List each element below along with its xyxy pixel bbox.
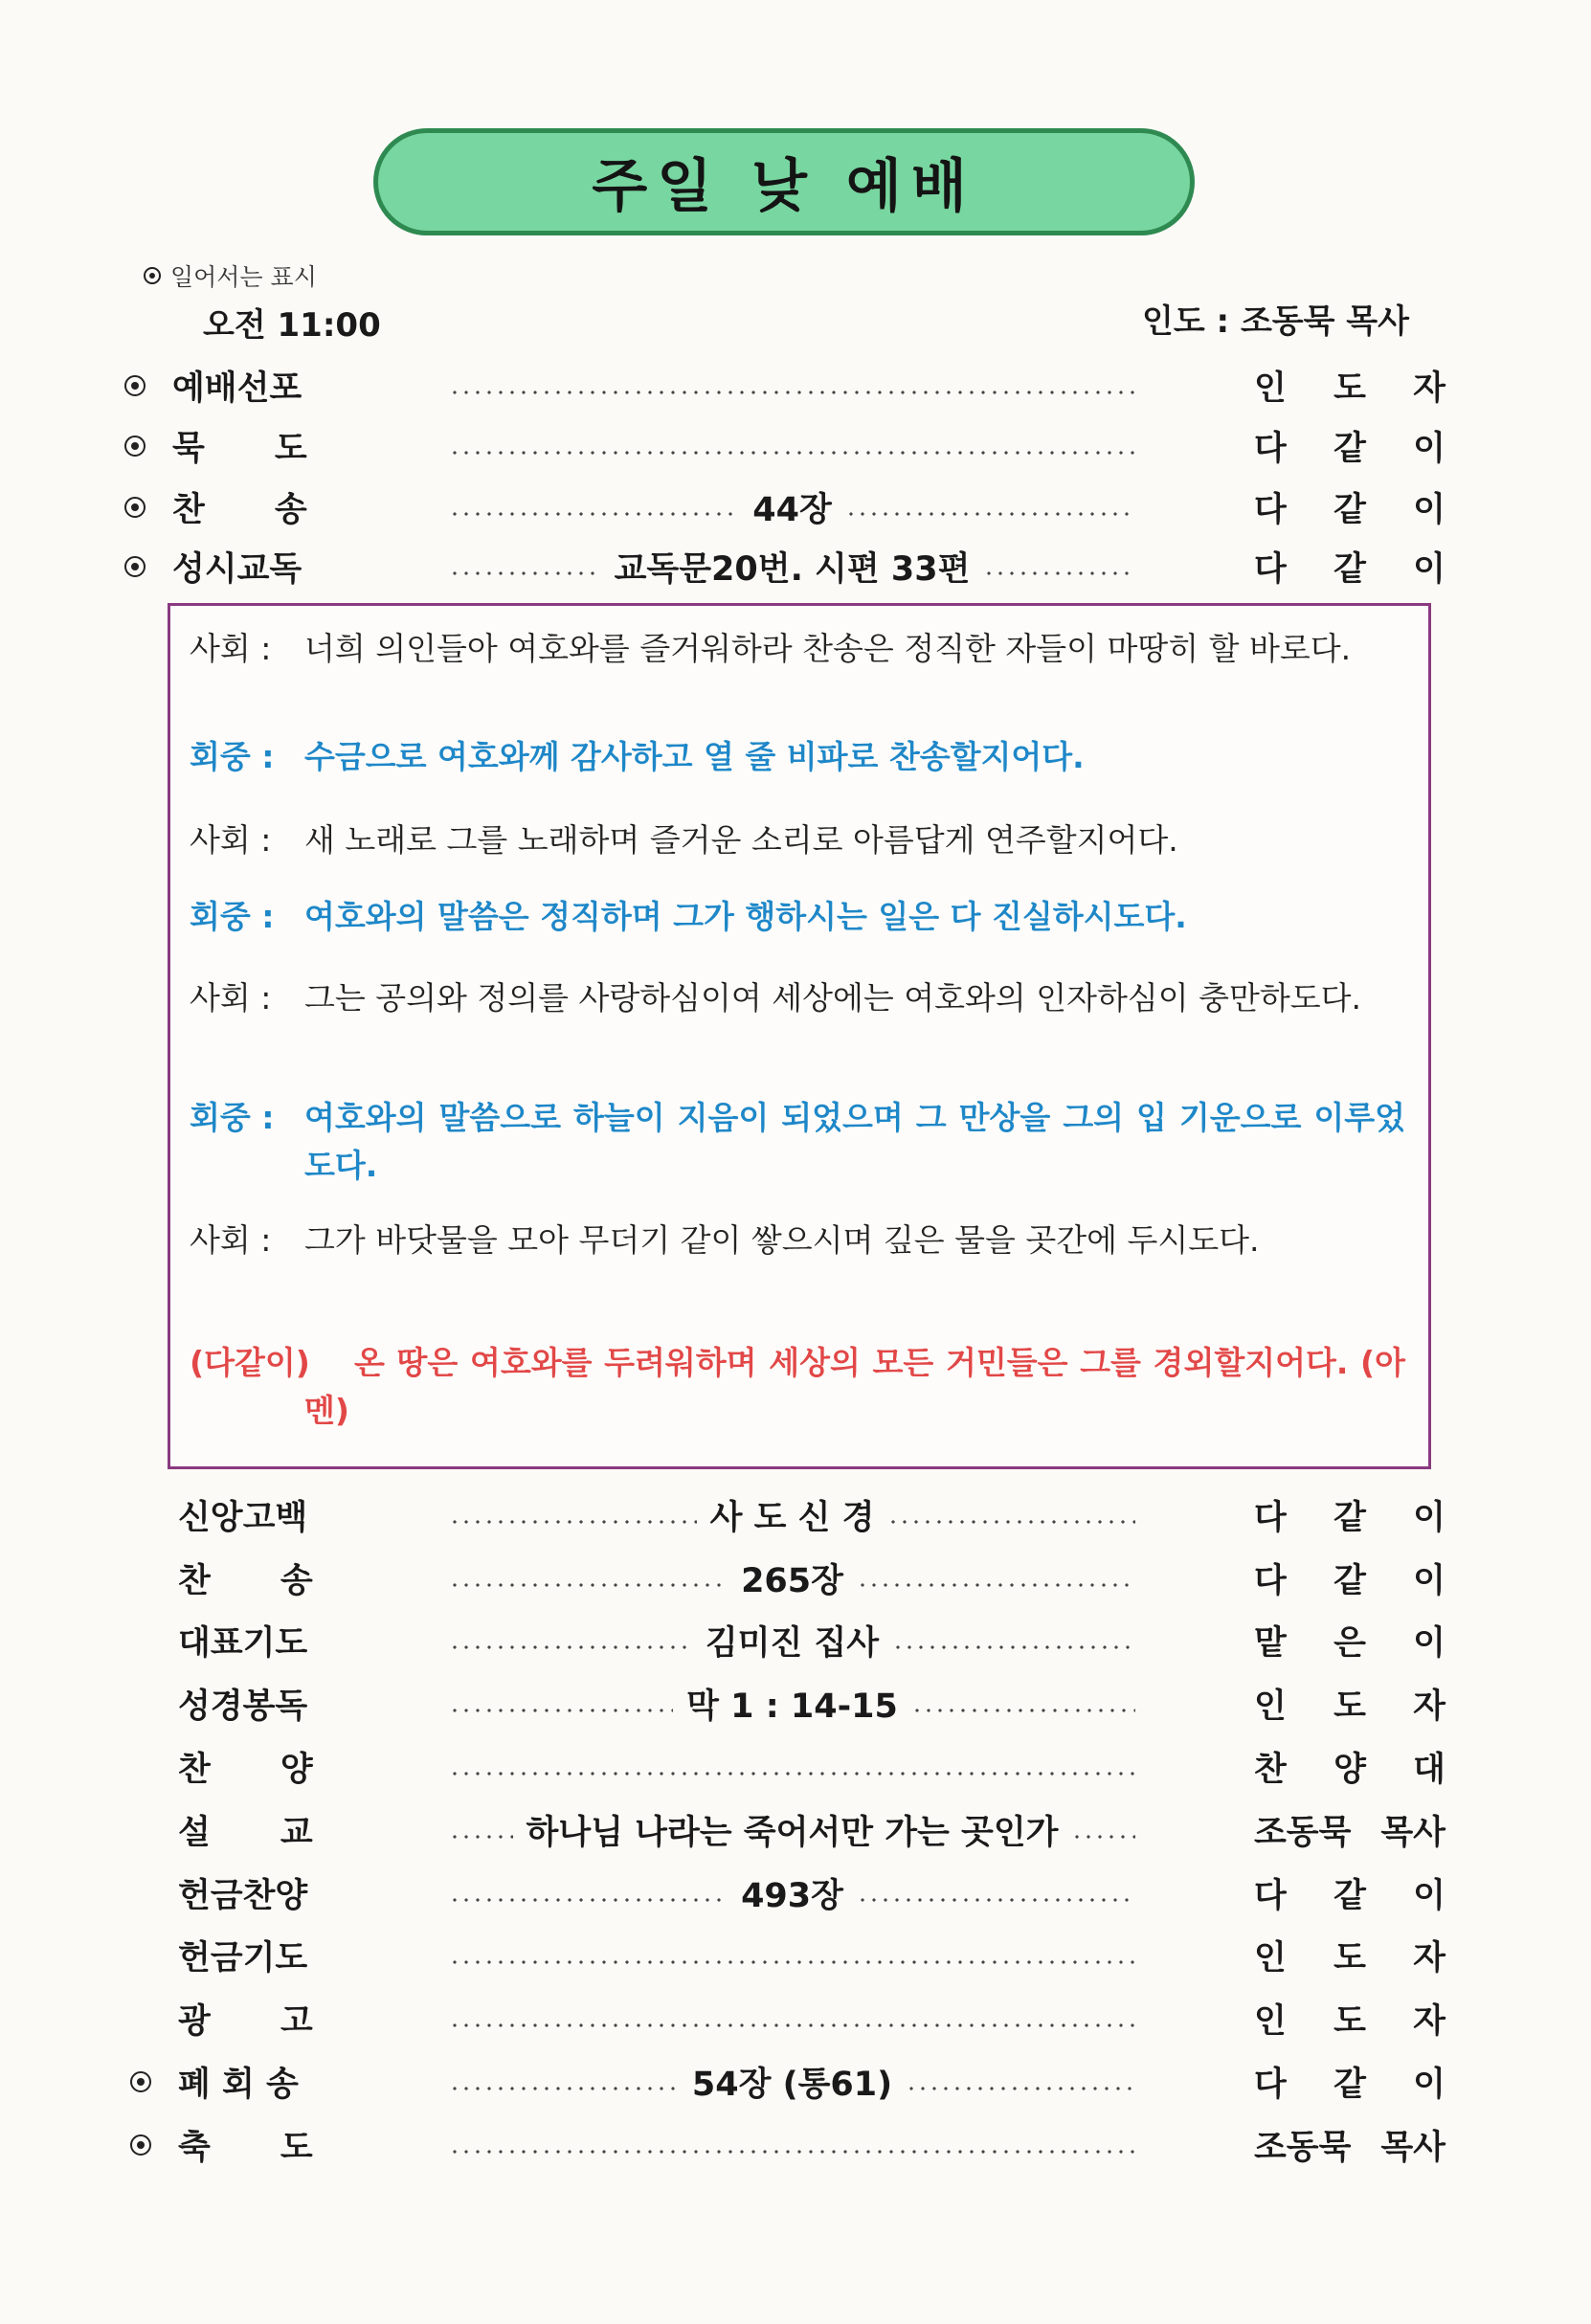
dot-leader [449,2150,1135,2154]
standing-mark-icon [124,556,146,577]
order-row [130,1743,1451,1791]
dot-leader [906,2087,1135,2090]
standing-mark-slot [130,2071,178,2092]
order-label: 찬 송 [172,491,307,529]
reading-speaker: 회중 : [190,738,275,775]
order-leader-dots [436,1617,1149,1665]
dot-leader [887,1520,1135,1524]
standing-legend [144,258,317,293]
dot-leader [857,1583,1135,1587]
order-label: 묵 도 [172,430,307,468]
reading-line-leader [190,1217,1405,1322]
standing-mark-slot [124,375,172,396]
order-leader-dots [436,422,1149,470]
order-responsible: 조동묵 목사 [1254,1814,1445,1852]
order-item: 44장 [752,491,832,529]
reading-speaker: 사회 : [190,630,272,667]
order-item: 김미진 집사 [705,1624,880,1663]
order-leader-dots [436,2058,1149,2106]
order-item: 265장 [741,1562,843,1600]
reading-speaker: (다같이) [190,1344,310,1381]
order-item: 교독문20번. 시편 33편 [614,550,971,589]
reading-line-congregation [190,1094,1405,1199]
dot-leader [449,1583,728,1587]
order-label: 찬 송 [178,1562,313,1600]
standing-mark-slot [130,2134,178,2156]
dot-leader [449,1645,692,1649]
service-leader: 인도 : 조동묵 목사 [1141,302,1409,341]
order-row [124,543,1445,591]
dot-leader [449,1709,673,1712]
order-label: 신앙고백 [178,1499,308,1537]
order-item: 막 1 : 14-15 [686,1687,898,1726]
dot-leader [449,1898,728,1902]
order-leader-dots [436,543,1149,591]
order-leader-dots [436,1491,1149,1539]
order-row [124,362,1445,410]
order-responsible: 맡 은 이 [1254,1624,1445,1663]
order-responsible: 찬 양 대 [1254,1751,1445,1789]
order-responsible: 다 같 이 [1254,491,1445,529]
dot-leader [983,571,1135,575]
dot-leader [449,571,601,575]
reading-speaker: 회중 : [190,1099,275,1136]
order-row [130,2121,1451,2169]
dot-leader [449,1520,697,1524]
order-leader-dots [436,1932,1149,1979]
reading-speaker: 사회 : [190,979,272,1017]
order-label: 폐 회 송 [178,2066,299,2104]
order-leader-dots [436,1743,1149,1791]
order-responsible: 다 같 이 [1254,1562,1445,1600]
reading-text: 너희 의인들아 여호와를 즐거워하라 찬송은 정직한 자들이 마땅히 할 바로다. [304,630,1352,667]
responsive-reading-box [168,603,1431,1469]
standing-mark-icon [130,2134,151,2156]
order-row [124,483,1445,531]
reading-speaker: 사회 : [190,1221,272,1259]
order-item: 하나님 나라는 죽어서만 가는 곳인가 [526,1814,1059,1852]
order-leader-dots [436,362,1149,410]
order-row [130,1932,1451,1979]
dot-leader [449,1835,513,1839]
order-responsible: 인 도 자 [1254,2002,1445,2041]
dot-leader [845,512,1135,516]
dot-leader [857,1898,1135,1902]
order-responsible: 인 도 자 [1254,1687,1445,1726]
order-row [130,1554,1451,1602]
dot-leader [449,451,1135,455]
order-leader-dots [436,2121,1149,2169]
order-label: 광 고 [178,2002,313,2041]
dot-leader [449,1772,1135,1776]
reading-text: 수금으로 여호와께 감사하고 열 줄 비파로 찬송할지어다. [304,738,1085,775]
dot-leader [449,2023,1135,2027]
order-label: 설 교 [178,1814,313,1852]
order-leader-dots [436,1554,1149,1602]
reading-text: 여호와의 말씀은 정직하며 그가 행하시는 일은 다 진실하시도다. [304,898,1187,935]
reading-text: 여호와의 말씀으로 하늘이 지음이 되었으며 그 만상을 그의 입 기운으로 이루었도다. [304,1099,1405,1184]
order-leader-dots [436,1806,1149,1854]
order-item: 493장 [741,1877,843,1915]
order-label: 성시교독 [172,550,303,589]
standing-mark-slot [124,436,172,457]
dot-leader [892,1645,1135,1649]
reading-line-leader [190,625,1405,730]
standing-mark-icon [124,375,146,396]
order-row [130,1680,1451,1728]
order-responsible: 다 같 이 [1254,1877,1445,1915]
order-responsible: 인 도 자 [1254,1939,1445,1978]
reading-speaker: 사회 : [190,821,272,859]
order-responsible: 다 같 이 [1254,550,1445,589]
order-item: 사 도 신 경 [709,1499,875,1537]
standing-mark-icon [130,2071,151,2092]
standing-mark-icon [124,436,146,457]
order-leader-dots [436,483,1149,531]
page-title: 주일 낮 예배 [373,128,1195,235]
dot-leader [449,391,1135,394]
dot-leader [449,1960,1135,1964]
order-row [130,1869,1451,1917]
order-responsible: 조동묵 목사 [1254,2129,1445,2167]
order-item: 54장 (통61) [691,2066,893,2104]
order-label: 예배선포 [172,369,303,408]
order-leader-dots [436,1869,1149,1917]
order-responsible: 다 같 이 [1254,2066,1445,2104]
order-label: 대표기도 [178,1624,308,1663]
standing-mark-icon [144,267,161,284]
dot-leader [449,512,739,516]
reading-text: 그는 공의와 정의를 사랑하심이여 세상에는 여호와의 인자하심이 충만하도다. [304,979,1362,1017]
order-row [130,1617,1451,1665]
dot-leader [1071,1835,1135,1839]
standing-mark-icon [124,497,146,518]
order-label: 찬 양 [178,1751,313,1789]
standing-legend-text: 일어서는 표시 [170,263,317,291]
service-time: 오전 11:00 [203,306,381,345]
order-row [130,1995,1451,2043]
order-row [130,2058,1451,2106]
order-responsible: 다 같 이 [1254,1499,1445,1537]
reading-line-all [190,1339,1405,1444]
order-label: 축 도 [178,2129,313,2167]
order-label: 성경봉독 [178,1687,308,1726]
reading-speaker: 회중 : [190,898,275,935]
order-label: 헌금찬양 [178,1877,308,1915]
reading-text: 온 땅은 여호와를 두려워하며 세상의 모든 거민들은 그를 경외할지어다. (아멘) [304,1344,1405,1429]
reading-line-leader [190,974,1405,1080]
order-row [124,422,1445,470]
order-responsible: 다 같 이 [1254,430,1445,468]
standing-mark-slot [124,556,172,577]
order-row [130,1806,1451,1854]
dot-leader [911,1709,1135,1712]
order-leader-dots [436,1995,1149,2043]
order-row [130,1491,1451,1539]
standing-mark-slot [124,497,172,518]
order-label: 헌금기도 [178,1939,308,1978]
dot-leader [449,2087,679,2090]
reading-text: 그가 바닷물을 모아 무더기 같이 쌓으시며 깊은 물을 곳간에 두시도다. [304,1221,1260,1259]
reading-text: 새 노래로 그를 노래하며 즐거운 소리로 아름답게 연주할지어다. [304,821,1178,859]
order-responsible: 인 도 자 [1254,369,1445,408]
order-leader-dots [436,1680,1149,1728]
